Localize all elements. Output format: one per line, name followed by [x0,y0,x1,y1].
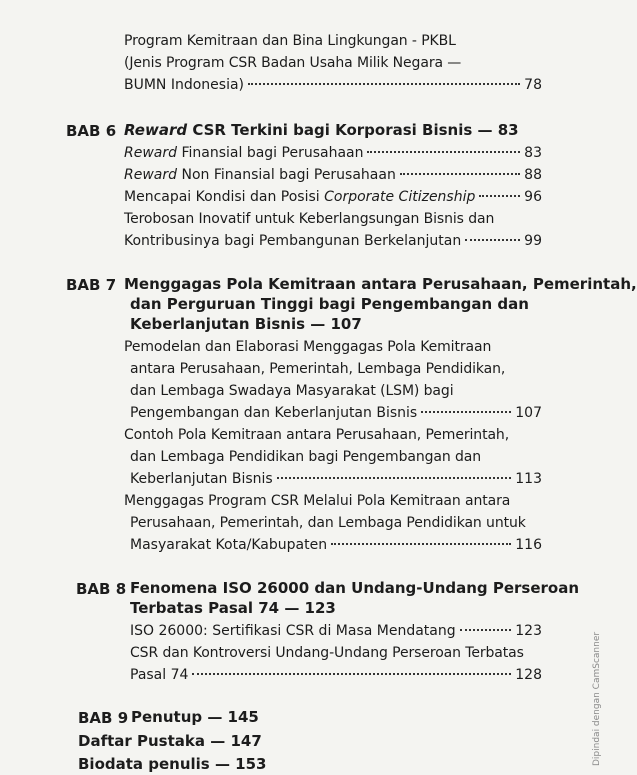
toc-entry [124,232,542,250]
toc-entry-emphasis: Corporate Citizenship [324,189,476,205]
chapter-title-emphasis: Reward [124,121,188,139]
chapter-title: Penutup — 145 [131,708,259,726]
chapter-title: Fenomena ISO 26000 dan Undang-Undang Perseroan [130,579,580,597]
toc-entry-text: CSR dan Kontroversi Undang-Undang Perseroan Terbatas [130,645,524,661]
dot-leader [192,673,511,675]
toc-entry-text: dan Lembaga Pendidikan bagi Pengembangan dan [130,449,482,465]
dot-leader [277,477,512,479]
page-number: 99 [524,233,542,249]
scanner-watermark [580,631,602,770]
toc-entry [124,188,542,206]
page-number: 107 [515,405,542,421]
page-number: 88 [524,167,542,183]
dot-leader [248,83,520,85]
toc-entry [130,666,542,684]
chapter-title: Keberlanjutan Bisnis — 107 [130,315,362,333]
toc-entry-emphasis: Reward [124,167,178,183]
chapter-title: Terbatas Pasal 74 — 123 [130,599,336,617]
toc-entry-text: antara Perusahaan, Pemerintah, Lembaga Pendidikan, [130,361,506,377]
toc-entry-text: Finansial bagi Perusahaan [177,145,364,161]
back-matter-entry: Daftar Pustaka — 147 [78,732,262,750]
dot-leader [465,239,520,241]
page-number: 123 [515,623,542,639]
toc-entry [124,76,542,94]
toc-entry [130,404,542,422]
page-number: 96 [524,189,542,205]
toc-entry-text: Non Finansial bagi Perusahaan [177,167,396,183]
page-number: 78 [524,77,542,93]
toc-entry-text: BUMN Indonesia) [124,77,245,93]
page-number: 128 [515,667,542,683]
chapter-label: BAB 8 [76,580,127,598]
toc-entry-text: (Jenis Program CSR Badan Usaha Milik Negara — [124,55,462,71]
toc-entry-text: Pemodelan dan Elaborasi Menggagas Pola Kemitraan [124,339,492,355]
toc-entry-text: Perusahaan, Pemerintah, dan Lembaga Pendidikan untuk [130,515,526,531]
toc-entry-emphasis: Reward [124,145,178,161]
chapter-title: dan Perguruan Tinggi bagi Pengembangan dan [130,295,529,313]
toc-entry [130,536,542,554]
toc-entry [130,622,542,640]
page-number: 113 [515,471,542,487]
toc-entry-text: Kontribusinya bagi Pembangunan Berkelanjutan [124,233,462,249]
toc-entry-text: dan Lembaga Swadaya Masyarakat (LSM) bagi [130,383,454,399]
back-matter-entry: Biodata penulis — 153 [78,755,267,773]
toc-entry-text: Terobosan Inovatif untuk Keberlangsungan Bisnis dan [124,211,495,227]
toc-entry-text: Menggagas Program CSR Melalui Pola Kemitraan antara [124,493,511,509]
chapter-label: BAB 9 [78,709,129,727]
toc-entry-text: Program Kemitraan dan Bina Lingkungan - PKBL [124,33,456,49]
toc-entry-text: Mencapai Kondisi dan Posisi [124,189,325,205]
page-number: 116 [515,537,542,553]
chapter-title-text: CSR Terkini bagi Korporasi Bisnis — 83 [187,121,519,139]
chapter-title [124,120,519,141]
toc-entry-text: Keberlanjutan Bisnis [130,471,273,487]
dot-leader [479,195,520,197]
chapter-title: Menggagas Pola Kemitraan antara Perusahaan, Pemerintah, [124,275,637,293]
chapter-label: BAB 6 [66,122,117,140]
scanner-watermark-text: Dipindai dengan CamScanner [592,631,602,766]
dot-leader [400,173,520,175]
page-number: 83 [524,145,542,161]
dot-leader [367,151,520,153]
toc-entry [130,470,542,488]
toc-entry-text: Pengembangan dan Keberlanjutan Bisnis [130,405,418,421]
toc-entry-text: ISO 26000: Sertifikasi CSR di Masa Mendatang [130,623,456,639]
toc-entry [124,144,542,162]
dot-leader [421,411,511,413]
chapter-label: BAB 7 [66,276,117,294]
toc-entry-text: Pasal 74 [130,667,189,683]
toc-entry-text: Masyarakat Kota/Kabupaten [130,537,328,553]
toc-entry [124,166,542,184]
dot-leader [460,629,512,631]
dot-leader [331,543,511,545]
toc-entry-text: Contoh Pola Kemitraan antara Perusahaan, Pemerintah, [124,427,510,443]
